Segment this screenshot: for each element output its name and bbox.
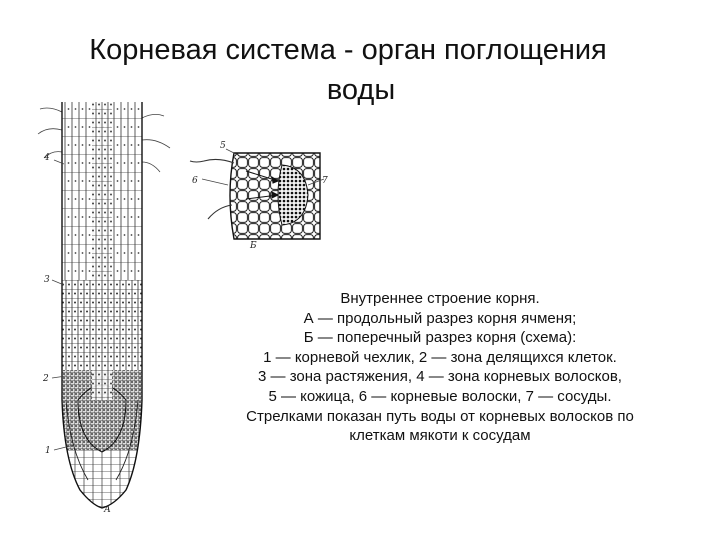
cross-section-root-hairs	[190, 159, 234, 219]
figure-b-label-B: Б	[250, 241, 257, 250]
figure-b-label-7: 7	[322, 176, 328, 186]
caption-line: 1 — корневой чехлик, 2 — зона делящихся клеток.	[263, 348, 617, 366]
slide-title	[0, 30, 720, 110]
caption-line: Стрелками показан путь воды от корневых волосков по	[246, 407, 634, 425]
figure-b-label-5: 5	[220, 141, 226, 151]
caption-line: Внутреннее строение корня.	[340, 290, 540, 307]
caption-line: 3 — зона растяжения, 4 — зона корневых волосков,	[258, 368, 622, 386]
figure-a-label-2: 2	[43, 374, 49, 384]
caption-line: А — продольный разрез корня ячменя;	[303, 309, 577, 327]
slide-title-line-2: воды	[326, 74, 396, 106]
figure-a-label-A: А	[104, 505, 111, 515]
root-longitudinal-section-illustration	[30, 100, 190, 520]
figure-a-label-4: 4	[44, 153, 50, 163]
figure-a-label-1: 1	[45, 446, 51, 456]
figure-a-label-3: 3	[44, 275, 50, 285]
figure-b-label-6: 6	[192, 176, 198, 186]
slide-title-line-1: Корневая система - орган поглощения	[89, 34, 607, 66]
root-cross-section-illustration	[182, 135, 332, 250]
caption-line: 5 — кожица, 6 — корневые волоски, 7 — сосуды.	[268, 387, 612, 405]
figure-caption	[196, 289, 684, 446]
caption-line: Б — поперечный разрез корня (схема):	[303, 329, 577, 347]
caption-line: клеткам мякоти к сосудам	[349, 427, 531, 445]
